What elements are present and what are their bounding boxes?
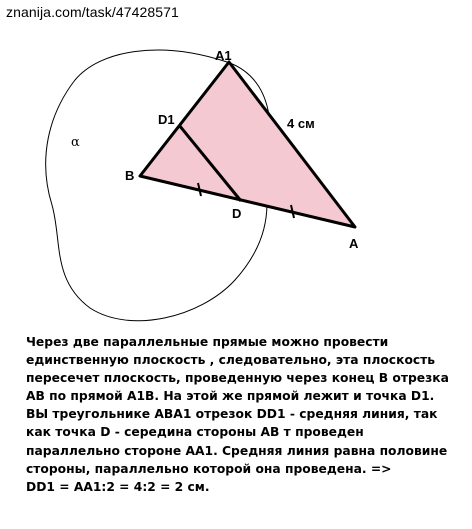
- solution-line: стороны, параллельно которой она проведена. =>: [26, 461, 392, 476]
- watermark-text: znanija.com/task/47428571: [6, 4, 179, 20]
- label-b: B: [125, 168, 135, 183]
- solution-line: ВЫ треугольнике АВА1 отрезок DD1 - средняя линия, так: [26, 407, 438, 422]
- solution-line: Через две параллельные прямые можно провести: [26, 335, 389, 349]
- solution-line: DD1 = АА1:2 = 4:2 = 2 см.: [26, 479, 210, 494]
- triangle-aba1: [140, 62, 355, 227]
- label-a1: A1: [215, 48, 232, 63]
- solution-line: параллельно стороне АА1. Средняя линия равна половине: [26, 443, 448, 458]
- solution-line: пересечет плоскость, проведенную через конец В отрезка: [26, 371, 449, 386]
- solution-text: [26, 333, 466, 496]
- solution-line: АВ по прямой А1В. На этой же прямой лежит и точка D1.: [26, 389, 435, 404]
- plane-alpha-label: α: [71, 135, 80, 150]
- label-d: D: [232, 206, 242, 221]
- side-length-label: 4 см: [287, 116, 315, 131]
- solution-line: как точка D - середина стороны АВ т проведен: [26, 425, 364, 440]
- label-d1: D1: [158, 112, 175, 127]
- solution-line: единственную плоскость , следовательно, эта плоскость: [26, 353, 436, 368]
- label-a: A: [349, 236, 359, 251]
